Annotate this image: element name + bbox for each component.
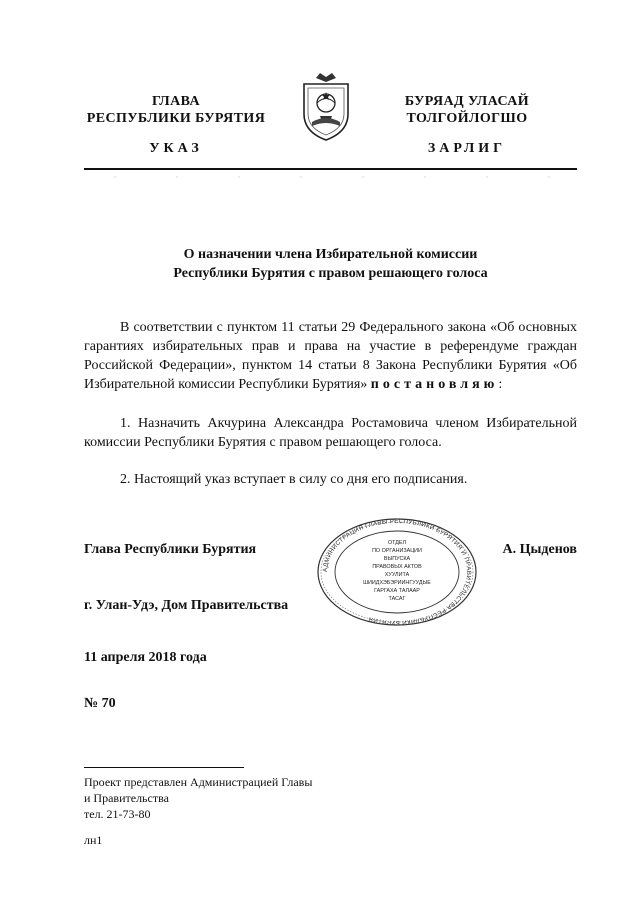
document-title <box>84 245 577 283</box>
stamp-line-8: ТАСАГ <box>388 596 406 602</box>
issue-date: 11 апреля 2018 года <box>84 650 207 665</box>
footer-phone: тел. 21-73-80 <box>84 807 151 821</box>
issuer-ru-line2: РЕСПУБЛИКИ БУРЯТИЯ <box>86 111 266 126</box>
title-line1: О назначении члена Избирательной комиссии <box>183 247 478 262</box>
item-1-text: 1. Назначить Акчурина Александра Ростамовича членом Избирательной комиссии Республики Бурятия с правом решающего голоса. <box>84 416 577 450</box>
footer-line1: Проект представлен Администрацией Главы <box>84 775 313 789</box>
official-stamp <box>316 517 478 627</box>
item-2-text: 2. Настоящий указ вступает в силу со дня его подписания. <box>120 472 468 487</box>
stamp-line-1: ОТДЕЛ <box>387 540 407 546</box>
stamp-line-2: ПО ОРГАНИЗАЦИИ <box>372 548 422 554</box>
decree-suffix: : <box>498 377 503 392</box>
footer-note <box>84 774 312 822</box>
issuer-ru <box>84 93 268 127</box>
header-divider <box>84 168 577 170</box>
title-line2: Республики Бурятия с правом решающего голоса <box>173 266 488 281</box>
signatory-name: А. Цыденов <box>502 542 577 557</box>
stamp-line-4: ПРАВОВЫХ АКТОВ <box>372 564 422 570</box>
stamp-line-6: ШИИДХЭБЭРИИНГУУДЫЕ <box>363 580 431 586</box>
header-dotted-line <box>84 176 577 178</box>
coat-of-arms-icon <box>298 70 354 142</box>
footer-divider <box>84 767 244 768</box>
decree-number: № 70 <box>84 696 116 711</box>
doc-type-bua: ЗАРЛИГ <box>427 141 507 156</box>
doc-type-ru: УКАЗ <box>149 141 203 156</box>
decree-word: постановляю <box>370 377 499 392</box>
preamble-text: В соответствии с пунктом 11 статьи 29 Федерального закона «Об основных гарантиях избирательных прав и права на участие в референдуме граждан Российской Федерации», пунктом 14 статьи 8 Закона Республики Бурятия «Об Избирательной комиссии Республики Бурятия» <box>84 320 577 392</box>
stamp-line-5: ХУУЛИТА <box>384 572 410 578</box>
stamp-line-7: ГАРГАХА ТАЛААР <box>374 588 420 594</box>
signatory-position: Глава Республики Бурятия <box>84 542 257 557</box>
stamp-line-3: ВЫПУСКА <box>383 556 411 562</box>
footer-line2: и Правительства <box>84 791 169 805</box>
issue-place: г. Улан-Удэ, Дом Правительства <box>84 598 289 613</box>
issuer-bua <box>382 93 552 127</box>
issuer-bua-line1: БУРЯАД УЛАСАЙ <box>404 94 530 109</box>
issuer-ru-line1: ГЛАВА <box>152 94 200 109</box>
item-2-paragraph <box>84 470 577 489</box>
stamp-ring-text: АДМИНИСТРАЦИЯ ГЛАВЫ РЕСПУБЛИКИ БУРЯТИЯ И ПРАВИТЕЛЬСТВА РЕСПУБЛИКИ БУРЯТИЯ <box>321 517 473 627</box>
footer-code: лн1 <box>84 833 103 847</box>
item-1-paragraph <box>84 414 577 452</box>
issuer-bua-line2: ТОЛГОЙЛОГШО <box>406 111 528 126</box>
preamble-paragraph <box>84 318 577 394</box>
